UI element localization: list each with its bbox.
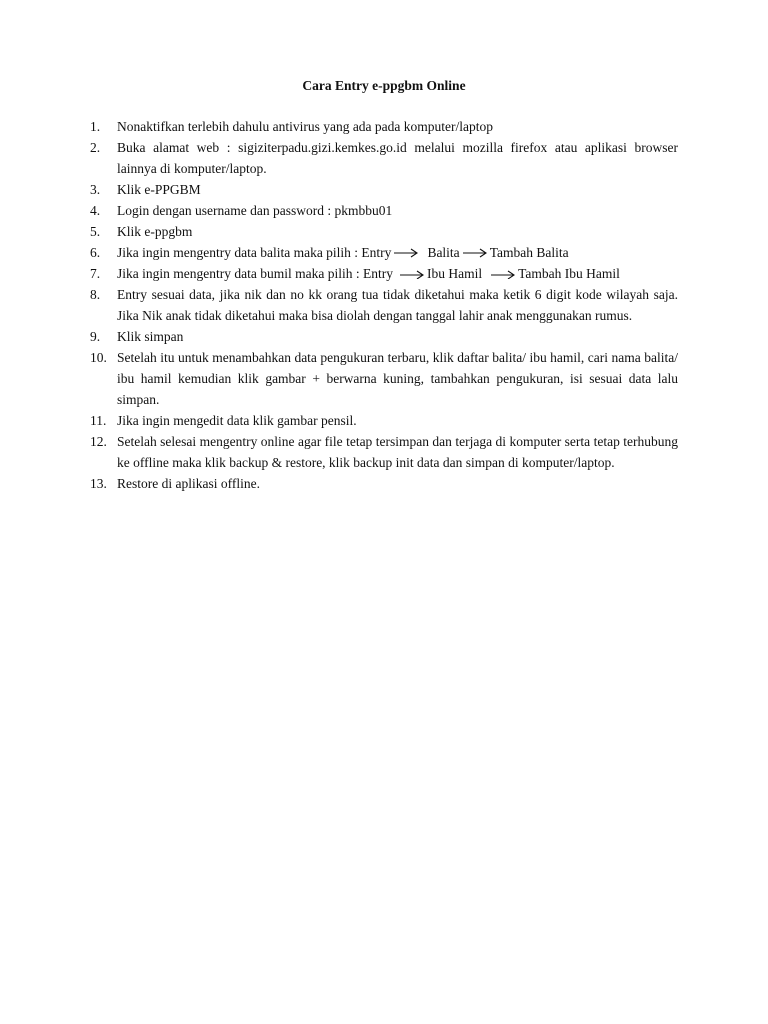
list-item-2 bbox=[90, 137, 678, 179]
item-prefix: Jika ingin mengentry data balita maka pilih : Entry bbox=[117, 245, 392, 260]
item-text: Restore di aplikasi offline. bbox=[117, 476, 260, 491]
item-text: Klik e-PPGBM bbox=[117, 182, 201, 197]
right-arrow-icon bbox=[399, 269, 425, 279]
list-item-12 bbox=[90, 431, 678, 473]
instruction-list bbox=[90, 116, 678, 494]
item-number: 6. bbox=[90, 245, 101, 260]
item-number: 10. bbox=[90, 350, 107, 365]
list-item-4 bbox=[90, 200, 678, 221]
list-item-3 bbox=[90, 179, 678, 200]
list-item-7 bbox=[90, 263, 678, 284]
list-item-8 bbox=[90, 284, 678, 326]
right-arrow-icon bbox=[490, 269, 516, 279]
item-text: Jika ingin mengedit data klik gambar pensil. bbox=[117, 413, 357, 428]
item-text: Buka alamat web : sigiziterpadu.gizi.kemkes.go.id melalui mozilla firefox atau aplikasi browser lainnya di komputer/laptop. bbox=[117, 140, 678, 176]
item-text bbox=[117, 242, 678, 263]
item-number: 12. bbox=[90, 434, 107, 449]
item-number: 9. bbox=[90, 329, 101, 344]
item-prefix: Jika ingin mengentry data bumil maka pilih : Entry bbox=[117, 266, 393, 281]
item-step-2: Tambah Ibu Hamil bbox=[518, 266, 620, 281]
list-item-13 bbox=[90, 473, 678, 494]
item-number: 2. bbox=[90, 140, 101, 155]
item-text: Entry sesuai data, jika nik dan no kk orang tua tidak diketahui maka ketik 6 digit kode wilayah saja. Jika Nik anak tidak diketahui maka bisa diolah dengan tanggal lahir anak menggunakan rumus. bbox=[117, 287, 678, 323]
item-number: 8. bbox=[90, 287, 101, 302]
list-item-9 bbox=[90, 326, 678, 347]
item-step-1: Balita bbox=[427, 245, 460, 260]
item-number: 1. bbox=[90, 119, 101, 134]
item-text: Setelah selesai mengentry online agar file tetap tersimpan dan terjaga di komputer serta tetap terhubung ke offline maka klik backup & restore, klik backup init data dan simpan di komputer/laptop. bbox=[117, 434, 678, 470]
item-text: Login dengan username dan password : pkmbbu01 bbox=[117, 203, 393, 218]
item-number: 4. bbox=[90, 203, 101, 218]
item-text: Klik e-ppgbm bbox=[117, 224, 193, 239]
item-text: Setelah itu untuk menambahkan data pengukuran terbaru, klik daftar balita/ ibu hamil, cari nama balita/ ibu hamil kemudian klik gambar + berwarna kuning, tambahkan pengukuran, isi sesuai data lalu simpan. bbox=[117, 350, 678, 407]
item-number: 13. bbox=[90, 476, 107, 491]
item-number: 7. bbox=[90, 266, 101, 281]
item-number: 3. bbox=[90, 182, 101, 197]
item-step-2: Tambah Balita bbox=[489, 245, 569, 260]
list-item-6 bbox=[90, 242, 678, 263]
list-item-11 bbox=[90, 410, 678, 431]
item-number: 11. bbox=[90, 413, 107, 428]
item-step-1: Ibu Hamil bbox=[426, 266, 483, 281]
right-arrow-icon bbox=[462, 248, 488, 258]
list-item-1 bbox=[90, 116, 678, 137]
item-text bbox=[117, 263, 678, 284]
list-item-5 bbox=[90, 221, 678, 242]
item-text: Nonaktifkan terlebih dahulu antivirus yang ada pada komputer/laptop bbox=[117, 119, 494, 134]
item-text: Klik simpan bbox=[117, 329, 184, 344]
item-number: 5. bbox=[90, 224, 101, 239]
document-title: Cara Entry e-ppgbm Online bbox=[302, 78, 466, 93]
list-item-10 bbox=[90, 347, 678, 410]
right-arrow-icon bbox=[393, 248, 419, 258]
